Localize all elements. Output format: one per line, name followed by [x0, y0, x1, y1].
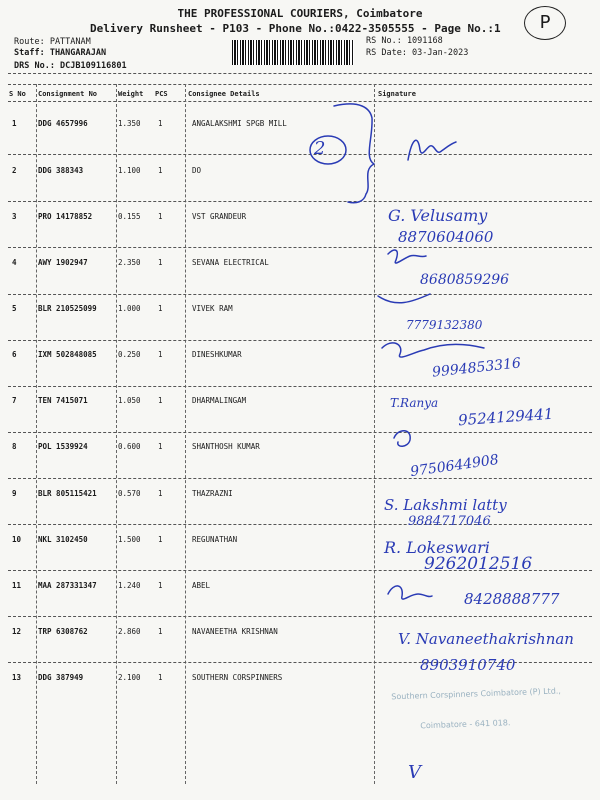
signature-name: R. Lokeswari [384, 538, 490, 557]
row-consignee: SEVANA ELECTRICAL [192, 258, 269, 267]
row-consignee: SHANTHOSH KUMAR [192, 442, 260, 451]
route-label: Route: PATTANAM [14, 37, 91, 47]
handwritten-phone: 9750644908 [409, 451, 500, 481]
barcode-image [232, 40, 354, 65]
divider [8, 84, 592, 85]
row-weight: 2.350 [118, 258, 141, 267]
row-pcs: 1 [158, 119, 163, 128]
row-pcs: 1 [158, 258, 163, 267]
row-weight: 1.500 [118, 535, 141, 544]
row-sno: 6 [12, 350, 17, 359]
drs-number: DRS No.: DCJB109116801 [14, 61, 127, 71]
row-consignment: TRP 6308762 [38, 627, 88, 636]
row-consignee: SOUTHERN CORSPINNERS [192, 673, 283, 682]
brace-stroke [334, 104, 374, 203]
signature-name: G. Velusamy [388, 206, 488, 225]
row-pcs: 1 [158, 396, 163, 405]
handwritten-phone: 8428888777 [464, 590, 560, 608]
row-weight: 2.100 [118, 673, 141, 682]
row-sno: 5 [12, 304, 17, 313]
row-pcs: 1 [158, 304, 163, 313]
rs-number: RS No.: 1091168 [366, 36, 443, 46]
row-sno: 13 [12, 673, 22, 682]
row-consignment: PRO 14178852 [38, 212, 93, 221]
row-pcs: 1 [158, 350, 163, 359]
handwritten-phone: 8903910740 [420, 656, 516, 674]
signature-name: T.Ranya [390, 396, 439, 410]
row-sno: 1 [12, 119, 17, 128]
row-weight: 0.570 [118, 489, 141, 498]
row-pcs: 1 [158, 166, 163, 175]
row-weight: 1.240 [118, 581, 141, 590]
row-pcs: 1 [158, 212, 163, 221]
signature-4-stroke [388, 250, 426, 263]
row-consignment: DDG 387949 [38, 673, 84, 682]
row-consignee: ANGALAKSHMI SPGB MILL [192, 119, 287, 128]
row-consignment: MAA 287331347 [38, 581, 97, 590]
signature-name: V. Navaneethakrishnan [398, 630, 574, 648]
row-consignee: DINESHKUMAR [192, 350, 242, 359]
row-consignee: VST GRANDEUR [192, 212, 247, 221]
row-pcs: 1 [158, 627, 163, 636]
handwriting-strokes [300, 98, 600, 778]
row-consignee: DO [192, 166, 202, 175]
signature-1-stroke [408, 140, 456, 160]
col-header-weight: Weight [118, 90, 144, 98]
row-weight: 1.050 [118, 396, 141, 405]
row-consignee: THAZRAZNI [192, 489, 233, 498]
handwritten-phone: 9884717046 [408, 514, 491, 529]
row-pcs: 1 [158, 673, 163, 682]
stamp-line: Coimbatore - 641 018. [420, 718, 511, 731]
row-sno: 12 [12, 627, 22, 636]
row-sno: 3 [12, 212, 17, 221]
row-sno: 4 [12, 258, 17, 267]
company-title: THE PROFESSIONAL COURIERS, Coimbatore [177, 7, 423, 20]
row-pcs: 1 [158, 581, 163, 590]
row-consignment: BLR 210525099 [38, 304, 97, 313]
handwritten-phone: 9524129441 [457, 404, 554, 430]
signature-5-stroke [378, 294, 430, 303]
row-consignment: BLR 805115421 [38, 489, 97, 498]
handwritten-phone: 9994853316 [431, 355, 522, 381]
row-consignment: AWY 1902947 [38, 258, 88, 267]
row-pcs: 1 [158, 442, 163, 451]
row-pcs: 1 [158, 535, 163, 544]
row-consignment: TEN 7415071 [38, 396, 88, 405]
runsheet-subtitle: Delivery Runsheet - P103 - Phone No.:0422-3505555 - Page No.:1 [90, 22, 501, 35]
rs-date: RS Date: 03-Jan-2023 [366, 48, 469, 58]
row-sno: 11 [12, 581, 22, 590]
row-sno: 2 [12, 166, 17, 175]
row-weight: 1.000 [118, 304, 141, 313]
signature-11-stroke [388, 586, 432, 599]
staff-label: Staff: THANGARAJAN [14, 48, 107, 58]
row-weight: 0.250 [118, 350, 141, 359]
row-consignment: DDG 388343 [38, 166, 84, 175]
row-consignee: ABEL [192, 581, 211, 590]
signature-name: S. Lakshmi latty [384, 496, 507, 514]
handwritten-phone: 7779132380 [406, 318, 483, 332]
col-header-signature: Signature [378, 90, 416, 98]
row-consignment: DDG 4657996 [38, 119, 88, 128]
row-sno: 7 [12, 396, 17, 405]
circled-number: 2 [314, 138, 326, 159]
handwritten-phone: 8680859296 [420, 272, 510, 288]
row-weight: 1.350 [118, 119, 141, 128]
handwritten-phone: 9262012516 [424, 554, 533, 574]
row-consignee: DHARMALINGAM [192, 396, 247, 405]
stamp-line: Southern Corspinners Coimbatore (P) Ltd., [391, 686, 562, 702]
bottom-mark: V [408, 762, 421, 783]
signature-6-stroke [382, 343, 484, 357]
row-consignee: REGUNATHAN [192, 535, 238, 544]
row-sno: 10 [12, 535, 22, 544]
row-sno: 9 [12, 489, 17, 498]
row-consignment: POL 1539924 [38, 442, 88, 451]
col-header-sno: S No [9, 90, 26, 98]
row-weight: 2.860 [118, 627, 141, 636]
circled-mark: P [524, 6, 566, 40]
row-consignee: NAVANEETHA KRISHNAN [192, 627, 278, 636]
handwritten-phone: 8870604060 [398, 228, 494, 246]
row-weight: 0.155 [118, 212, 141, 221]
row-sno: 8 [12, 442, 17, 451]
col-header-consignee: Consignee Details [188, 90, 260, 98]
row-consignment: IXM 502848085 [38, 350, 97, 359]
signature-8-stroke [394, 431, 410, 447]
company-stamp [391, 685, 583, 746]
row-weight: 1.100 [118, 166, 141, 175]
row-consignee: VIVEK RAM [192, 304, 233, 313]
col-header-pcs: PCS [155, 90, 168, 98]
col-header-consignment: Consignment No [38, 90, 98, 98]
row-consignment: NKL 3102450 [38, 535, 88, 544]
row-weight: 0.600 [118, 442, 141, 451]
row-pcs: 1 [158, 489, 163, 498]
divider [8, 73, 592, 74]
